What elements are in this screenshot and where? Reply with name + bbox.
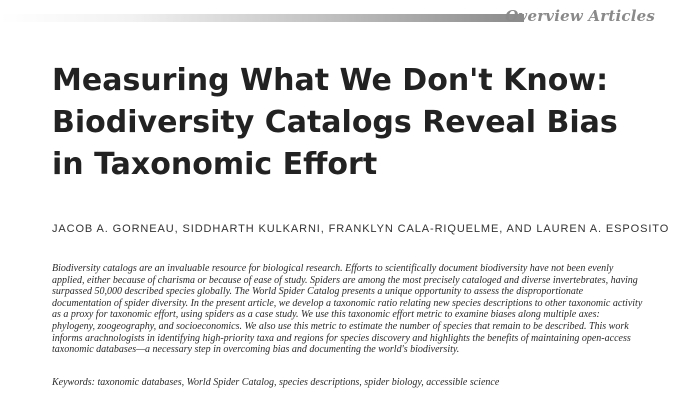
section-label: Overview Articles	[505, 7, 655, 25]
title-line: Measuring What We Don't Know:	[52, 63, 609, 98]
title-line: Biodiversity Catalogs Reveal Bias	[52, 105, 618, 140]
abstract: Biodiversity catalogs are an invaluable resource for biological research. Efforts to scientifically document biodiversity have not been evenly applied, either because of charisma or because of ease of study. Spiders are among the most precisely cataloged and diverse invertebrates, having surpassed 50,000 described species globally. The World Spider Catalog presents a unique opportunity to assess the disproportionate documentation of spider diversity. In the present article, we develop a taxonomic ratio relating new species descriptions to other taxonomic activity as a proxy for taxonomic effort, using spiders as a case study. We use this taxonomic effort metric to examine biases along multiple axes: phylogeny, zoogeography, and socioeconomics. We also use this metric to estimate the number of species that remain to be described. This work informs arachnologists in identifying high-priority taxa and regions for species discovery and highlights the benefits of maintaining open-access taxonomic databases—a necessary step in overcoming bias and documenting the world's biodiversity.	[52, 263, 643, 356]
author-list: JACOB A. GORNEAU, SIDDHARTH KULKARNI, FRANKLYN CALA-RIQUELME, AND LAUREN A. ESPOSITO	[52, 223, 670, 235]
title-line: in Taxonomic Effort	[52, 147, 378, 182]
article-title	[52, 60, 652, 186]
header-gradient-bar	[0, 14, 524, 22]
keywords: Keywords: taxonomic databases, World Spider Catalog, species descriptions, spider biology, accessible science	[52, 377, 500, 388]
